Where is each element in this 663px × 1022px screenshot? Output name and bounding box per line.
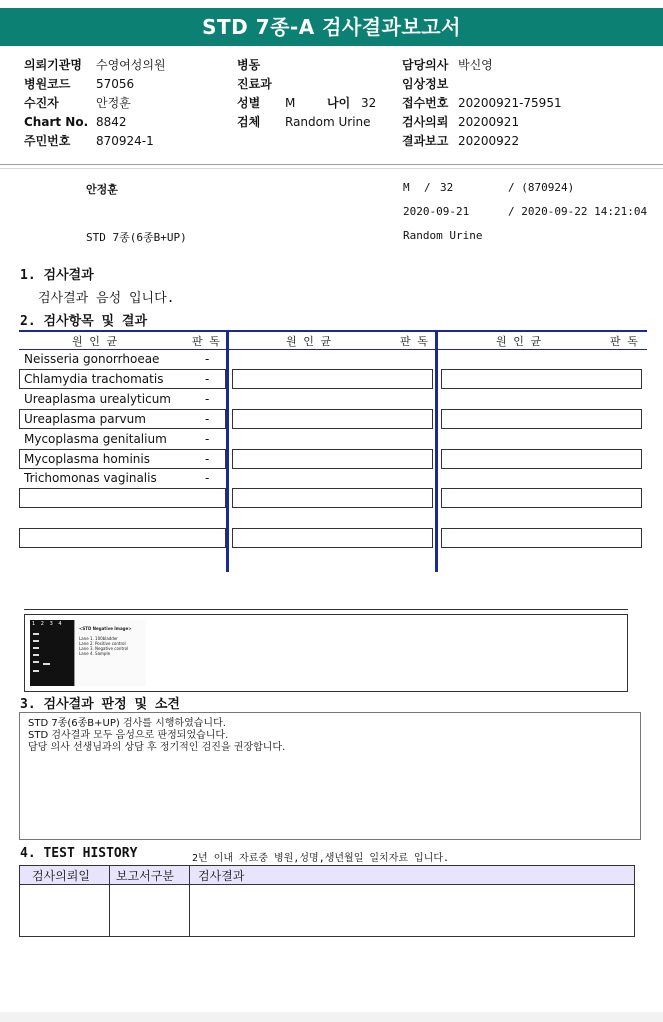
col-header-organism-1: 원 인 균: [72, 335, 118, 348]
organism-name: Ureaplasma urealyticum: [24, 392, 171, 406]
organism-result: -: [205, 432, 210, 446]
summary-request-date: 2020-09-21: [403, 205, 470, 218]
value-age: 32: [361, 96, 377, 110]
history-col-request-date: 검사의뢰일: [20, 866, 110, 885]
row-box: [232, 369, 433, 389]
label-clinical-info: 임상정보: [402, 77, 449, 91]
gel-legend-line: Lane 4. Sample: [79, 651, 111, 656]
comment-line: 담당 의사 선생님과의 상담 후 정기적인 검진을 권장합니다.: [28, 742, 286, 753]
header-divider: [0, 164, 663, 165]
row-box: [441, 528, 642, 548]
gel-image: [30, 620, 74, 686]
organism-name: Trichomonas vaginalis: [24, 471, 157, 485]
label-hospital-code: 병원코드: [24, 77, 71, 91]
value-report-date: 20200922: [458, 134, 520, 148]
row-box: [441, 409, 642, 429]
organism-result: -: [205, 412, 210, 426]
history-empty-row: [20, 885, 635, 937]
summary-sex: M: [403, 181, 410, 194]
comment-line: STD 7종(6종B+UP) 검사를 시행하였습니다.: [28, 718, 226, 729]
organism-result: -: [205, 352, 210, 366]
gel-band: [43, 663, 50, 665]
value-receipt-no: 20200921-75951: [458, 96, 562, 110]
label-request-date: 검사의뢰: [402, 115, 449, 129]
gel-legend-line: Lane 2. Positive control: [79, 641, 126, 646]
gel-band: [33, 661, 39, 663]
value-patient: 안정훈: [96, 96, 131, 110]
section3-title: 3. 검사결과 판정 및 소견: [20, 697, 180, 712]
label-report-date: 결과보고: [402, 134, 449, 148]
value-resident-no: 870924-1: [96, 134, 154, 148]
gel-top-rule: [24, 609, 628, 610]
organism-name: Ureaplasma parvum: [24, 412, 146, 426]
gel-legend-line: Lane 1. 100bladder: [79, 636, 118, 641]
gel-legend-title: <STD Negative Image>: [79, 626, 132, 631]
history-col-report-type: 보고서구분: [110, 866, 190, 885]
gel-band: [33, 633, 39, 635]
summary-specimen: Random Urine: [403, 229, 483, 242]
table-top-rule: [19, 330, 647, 332]
column-divider-2: [435, 330, 438, 572]
col-header-result-2: 판 독: [400, 335, 428, 348]
organism-name: Mycoplasma hominis: [24, 452, 150, 466]
row-box: [441, 449, 642, 469]
label-age: 나이: [327, 96, 351, 110]
row-box: [19, 528, 226, 548]
organism-result: -: [205, 471, 210, 485]
organism-name: Neisseria gonorrhoeae: [24, 352, 160, 366]
label-ward: 병동: [237, 58, 261, 72]
col-header-organism-2: 원 인 균: [286, 335, 332, 348]
label-institution: 의뢰기관명: [24, 58, 82, 72]
value-specimen: Random Urine: [285, 115, 371, 129]
value-doctor: 박신영: [458, 58, 493, 72]
summary-name: 안정훈: [86, 183, 118, 196]
value-institution: 수영여성의원: [96, 58, 166, 72]
gel-legend-line: Lane 3. Negative control: [79, 646, 129, 651]
organism-name: Mycoplasma genitalium: [24, 432, 167, 446]
value-chart-no: 8842: [96, 115, 127, 129]
organism-result: -: [205, 452, 210, 466]
gel-band: [33, 654, 39, 656]
summary-age: 32: [440, 181, 454, 194]
row-box: [19, 488, 226, 508]
history-note: 2년 이내 자료중 병원,성명,생년월일 일치자료 입니다.: [192, 853, 450, 864]
report-title: STD 7종-A 검사결과보고서: [0, 8, 663, 46]
value-sex: M: [285, 96, 296, 110]
gel-lane-labels: 1 2 3 4: [32, 621, 62, 627]
history-col-result: 검사결과: [190, 866, 635, 885]
label-department: 진료과: [237, 77, 272, 91]
label-sex: 성별: [237, 96, 261, 110]
value-request-date: 20200921: [458, 115, 520, 129]
summary-slash: /: [424, 181, 431, 194]
column-divider-1: [226, 330, 229, 572]
summary-birth: / (870924): [508, 181, 575, 194]
label-receipt-no: 접수번호: [402, 96, 449, 110]
organism-result: -: [205, 372, 210, 386]
row-box: [441, 488, 642, 508]
row-box: [232, 528, 433, 548]
comment-box: [19, 712, 641, 840]
comment-line: STD 검사결과 모두 음성으로 판정되었습니다.: [28, 730, 229, 741]
col-header-result-1: 판 독: [192, 335, 220, 348]
label-specimen: 검체: [237, 115, 261, 129]
gel-band: [33, 640, 39, 642]
row-box: [232, 449, 433, 469]
summary-test-name: STD 7종(6종B+UP): [86, 231, 187, 244]
section1-text: 검사결과 음성 입니다.: [38, 291, 175, 306]
gel-legend-panel: [74, 620, 146, 686]
header-right: [402, 56, 562, 151]
organism-name: Chlamydia trachomatis: [24, 372, 164, 386]
section4-title: 4. TEST HISTORY: [20, 846, 138, 861]
header-divider-2: [0, 168, 663, 169]
value-hospital-code: 57056: [96, 77, 135, 91]
label-doctor: 담당의사: [402, 58, 449, 72]
summary-report-datetime: / 2020-09-22 14:21:04: [508, 205, 648, 218]
row-box: [441, 369, 642, 389]
label-patient: 수진자: [24, 96, 59, 110]
row-box: [232, 409, 433, 429]
col-header-result-3: 판 독: [610, 335, 638, 348]
label-resident-no: 주민번호: [24, 134, 71, 148]
header-mid: [237, 56, 376, 132]
section2-title: 2. 검사항목 및 결과: [20, 314, 148, 329]
row-box: [232, 488, 433, 508]
organism-result: -: [205, 392, 210, 406]
section1-title: 1. 검사결과: [20, 268, 94, 283]
gel-band: [33, 670, 39, 672]
history-table: [19, 865, 635, 937]
col-header-organism-3: 원 인 균: [496, 335, 542, 348]
label-chart-no: Chart No.: [24, 115, 89, 129]
gel-band: [33, 647, 39, 649]
header-left: [24, 56, 166, 151]
